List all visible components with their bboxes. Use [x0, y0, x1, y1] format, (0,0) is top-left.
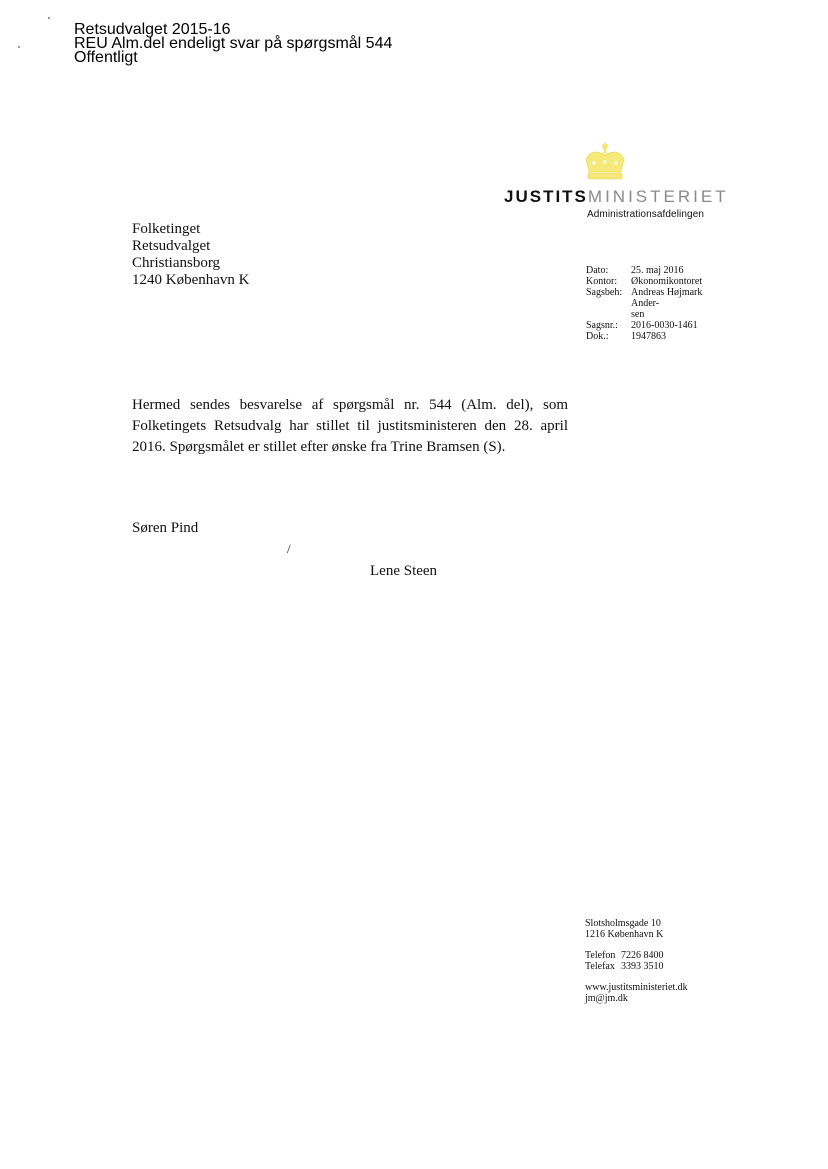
- meta-key: Sagsbeh:: [586, 287, 623, 298]
- stamp-committee: Retsudvalget 2015-16: [74, 21, 231, 38]
- scan-speck: [18, 46, 20, 48]
- meta-value: 1947863: [631, 331, 666, 342]
- crown-icon: [582, 142, 628, 182]
- meta-key: Sagsnr.:: [586, 320, 618, 331]
- meta-row: [586, 320, 721, 331]
- recipient-line: Folketinget: [132, 221, 201, 237]
- city-address: 1216 København K: [585, 929, 664, 940]
- signer-name: Søren Pind: [132, 520, 199, 536]
- stamp-question: REU Alm.del endeligt svar på spørgsmål 544: [74, 35, 393, 52]
- stamp-status: Offentligt: [74, 49, 138, 66]
- department-name: Administrationsafdelingen: [587, 209, 705, 220]
- fax-row: [585, 961, 688, 972]
- meta-row: [586, 287, 721, 309]
- meta-key: [586, 309, 631, 320]
- phone-number: 7226 8400: [621, 950, 664, 961]
- online-block: [585, 982, 688, 1004]
- meta-key: Kontor:: [586, 276, 618, 287]
- email-link[interactable]: jm@jm.dk: [585, 993, 628, 1004]
- meta-value: Andreas Højmark Ander-: [631, 287, 703, 309]
- meta-value: sen: [631, 309, 645, 320]
- recipient-line: Christiansborg: [132, 255, 221, 271]
- signature-slash: /: [287, 541, 291, 556]
- meta-value: 25. maj 2016: [631, 265, 684, 276]
- ministry-contact: [585, 918, 688, 1014]
- recipient-line: 1240 København K: [132, 272, 250, 288]
- meta-row: [586, 309, 721, 320]
- document-stamp: [74, 23, 392, 65]
- meta-value: Økonomikontoret: [631, 276, 703, 287]
- case-metadata: [586, 265, 721, 342]
- ministry-logo: [504, 187, 729, 207]
- meta-row: [586, 276, 721, 287]
- fax-label: Telefax: [585, 961, 615, 972]
- street-address: Slotsholmsgade 10: [585, 918, 661, 929]
- meta-row: [586, 331, 721, 342]
- logo-strong-text: JUSTITS: [504, 187, 588, 206]
- postal-address: [585, 918, 688, 940]
- scan-speck: [48, 17, 50, 19]
- fax-number: 3393 3510: [621, 961, 664, 972]
- recipient-address: [132, 221, 249, 289]
- recipient-line: Retsudvalget: [132, 238, 211, 254]
- phone-label: Telefon: [585, 950, 616, 961]
- logo-light-text: MINISTERIET: [587, 187, 729, 206]
- meta-key: Dato:: [586, 265, 609, 276]
- meta-key: Dok.:: [586, 331, 609, 342]
- letter-body: Hermed sendes besvarelse af spørgsmål nr. 544 (Alm. del), som Folketingets Retsudvalg har stillet til justitsministeren den 28. april 2016. Spørgsmålet er stillet efter ønske fra Trine Bramsen (S).: [132, 397, 568, 455]
- meta-value: 2016-0030-1461: [631, 320, 698, 331]
- website-link[interactable]: www.justitsministeriet.dk: [585, 982, 688, 993]
- phone-block: [585, 950, 688, 972]
- phone-row: [585, 950, 688, 961]
- co-signer-name: Lene Steen: [370, 563, 438, 579]
- meta-row: [586, 265, 721, 276]
